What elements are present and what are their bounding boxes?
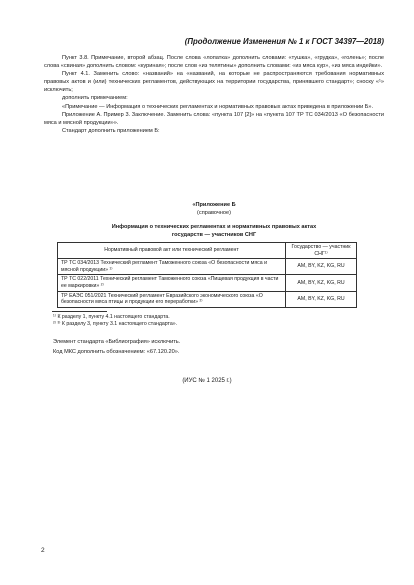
body-text-top [44, 54, 384, 135]
ius-reference: (ИУС № 1 2025 г.) [182, 378, 232, 384]
table-cell-act: ТР ТС 034/2013 Технический регламент Таможенного союза «О безопасности мяса и мясной продукции» ¹⁾ [58, 259, 286, 275]
annex-subtitle: (справочное) [197, 210, 231, 217]
paragraph-annex-a: Приложение А. Пример 3. Заключение. Заменить слова: «пункта 107 [2]» на «пункта 107 ТР ТС 034/2013 «О безопасности мяса и мясной продукции»». [44, 111, 384, 126]
annex-heading-line-1: Информация о технических регламентах и нормативных правовых актах [111, 224, 317, 231]
annex-heading-line-2: государств — участников СНГ [171, 232, 257, 239]
table-cell-states: AM, BY, KZ, KG, RU [286, 275, 357, 291]
table-header-states: Государство — участник СНГ¹⁾ [286, 243, 357, 259]
table-row [58, 259, 357, 275]
running-header: (Продолжение Изменения № 1 к ГОСТ 34397—2018) [184, 37, 384, 46]
table-cell-act: ТР ТС 022/2011 Технический регламент Таможенного союза «Пищевая продукция в части ее маркировки» ²⁾ [58, 275, 286, 291]
paragraph-item-4-1: Пункт 4.1. Заменить слово: «названий» на «названий, на которые не распространяются требования нормативных правовых актов и (или) технических регламентов, действующих на территории государства, принявшего стандарт»; сноску «¹» исключить; [44, 71, 384, 94]
footnote-2: ²⁾ ³⁾ К разделу 3, пункту 3.1 настоящего стандарта». [53, 321, 178, 327]
footnote-separator [52, 311, 107, 312]
page-number: 2 [41, 547, 45, 554]
table-row [58, 275, 357, 291]
paragraph-add-annex-b: Стандарт дополнить приложением Б: [62, 127, 160, 134]
paragraph-item-3-8: Пункт 3.8. Примечание, второй абзац. После слова «лопатка» дополнить словами: «тушка», «грудка», «голень»; после слова «свиная» дополнить словом: «куриная»; после слов «из телятины» дополнить словами: «из мяса кур», «из мяса индейки». [44, 55, 384, 70]
table-header-act: Нормативный правовой акт или технический регламент [58, 243, 286, 259]
footnote-1: ¹⁾ К разделу 1, пункту 4.1 настоящего стандарта. [53, 314, 170, 320]
table-cell-states: AM, BY, KZ, KG, RU [286, 259, 357, 275]
text-bibliography-removed: Элемент стандарта «Библиография» исключить. [53, 339, 181, 345]
paragraph-add-note: дополнить примечанием: [62, 95, 128, 102]
table-cell-states: AM, BY, KZ, KG, RU [286, 291, 357, 307]
annex-heading [44, 201, 384, 239]
table-header-row [58, 243, 357, 259]
annex-title: «Приложение Б [192, 202, 236, 208]
text-mks-code: Код МКС дополнить обозначением: «67.120.20». [53, 349, 180, 355]
table-cell-act: ТР ЕАЭС 051/2021 Технический регламент Евразийского экономического союза «О безопасности мяса птицы и продукции его переработки» ²⁾ [58, 291, 286, 307]
paragraph-note: «Примечание — Информация о технических регламентах и нормативных правовых актах приведена в приложении Б». [62, 103, 374, 110]
table-row [58, 291, 357, 307]
regulations-table [57, 242, 357, 308]
